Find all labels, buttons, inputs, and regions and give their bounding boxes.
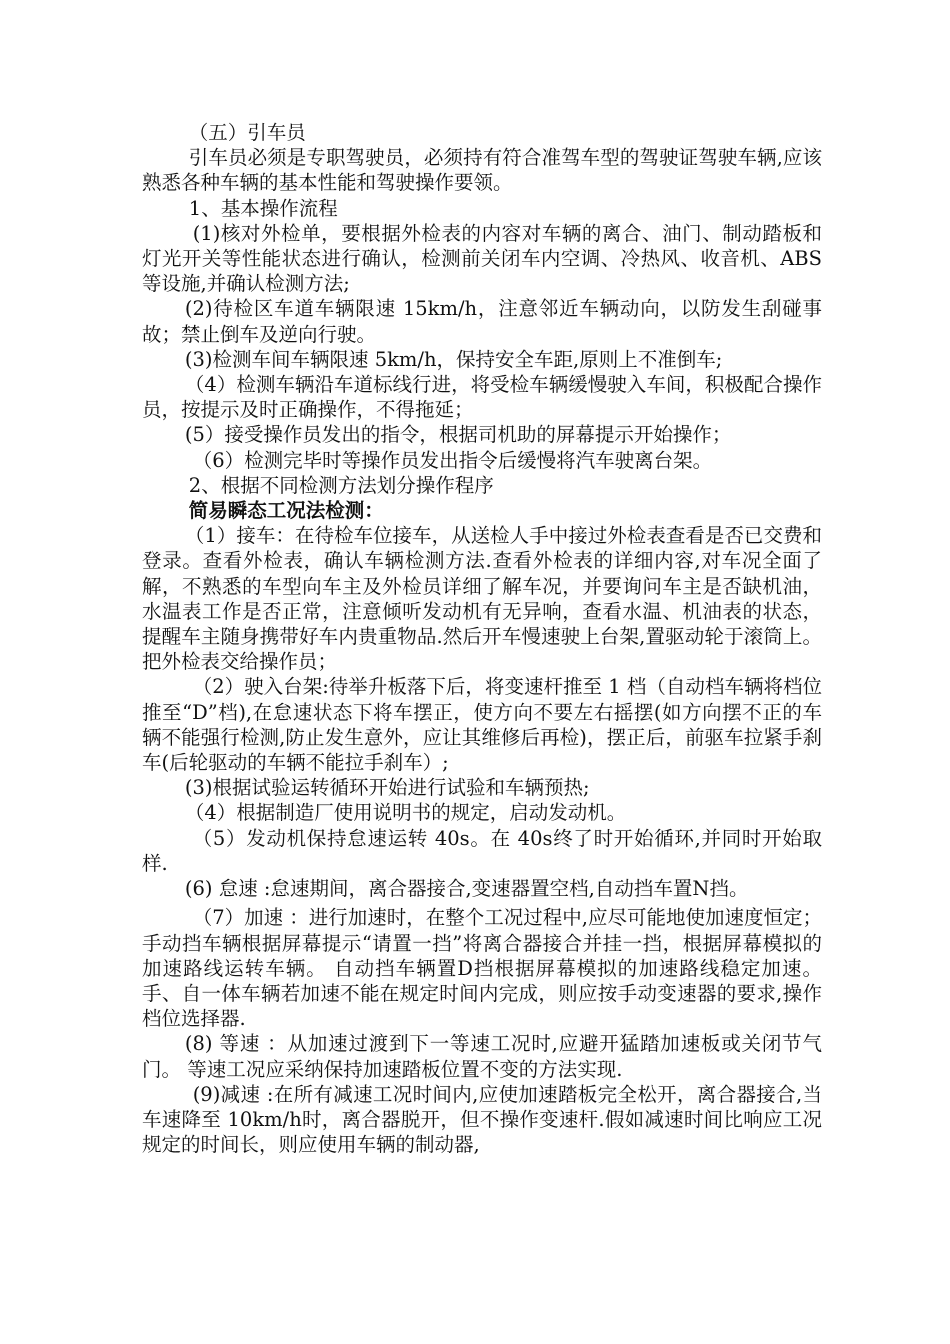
list-item: (2)待检区车道车辆限速 15km/h，注意邻近车辆动向，以防发生刮碰事故；禁止倒车及逆向行驶。 (142, 297, 822, 346)
list-item: (1)核对外检单，要根据外检表的内容对车辆的离合、油门、制动踏板和灯光开关等性能状态进行确认，检测前关闭车内空调、冷热风、收音机、ABS等设施,并确认检测方法; (142, 221, 822, 296)
list-item: (6) 怠速 :怠速期间，离合器接合,变速器置空档,自动挡车置N挡。 (184, 877, 749, 901)
method-title: 简易瞬态工况法检测： (188, 499, 384, 523)
list-item: (3)根据试验运转循环开始进行试验和车辆预热; (184, 776, 590, 800)
list-item: （2）驶入台架:待举升板落下后，将变速杆推至 1 档（自动档车辆将档位推至“D”档),在怠速状态下将车摆正，使方向不要左右摇摆(如方向摆不正的车辆不能强行检测,防止发生意外，应让其维修后再检)，摆正后，前驱车拉紧手刹车(后轮驱动的车辆不能拉手刹车）; (142, 675, 822, 775)
list-item: （5）发动机保持怠速运转 40s。在 40s终了时开始循环,并同时开始取样. (142, 826, 822, 875)
section-heading: （五）引车员 (188, 121, 306, 144)
subsection-heading: 2、根据不同检测方法划分操作程序 (188, 473, 494, 497)
list-item: （1）接车：在待检车位接车，从送检人手中接过外检表查看是否已交费和登录。查看外检表，确认车辆检测方法.查看外检表的详细内容,对车况全面了解，不熟悉的车型向车主及外检员详细了解车况，并要询问车主是否缺机油，水温表工作是否正常，注意倾听发动机有无异响，查看水温、机油表的状态，提醒车主随身携带好车内贵重物品.然后开车慢速驶上台架,置驱动轮于滚筒上。把外检表交给操作员； (142, 524, 822, 674)
document-body (142, 120, 822, 1157)
list-item: （7）加速 ：进行加速时，在整个工况过程中,应尽可能地使加速度恒定；手动挡车辆根据屏幕提示“请置一挡”将离合器接合并挂一挡，根据屏幕模拟的加速路线运转车辆。 自动挡车辆置D挡根据屏幕模拟的加速路线稳定加速。手、自一体车辆若加速不能在规定时间内完成，则应按手动变速器的要求,操作档位选择器. (142, 906, 822, 1031)
list-item: （4）根据制造厂使用说明书的规定，启动发动机。 (184, 801, 627, 825)
list-item: (9)减速 :在所有减速工况时间内,应使加速踏板完全松开，离合器接合,当车速降至 10km/h时，离合器脱开，但不操作变速杆.假如减速时间比响应工况规定的时间长，则应使用车辆的制动器, (142, 1082, 822, 1157)
list-item: （6）检测完毕时等操作员发出指令后缓慢将汽车驶离台架。 (192, 448, 713, 472)
intro-paragraph: 引车员必须是专职驾驶员，必须持有符合准驾车型的驾驶证驾驶车辆,应该熟悉各种车辆的基本性能和驾驶操作要领。 (142, 146, 822, 195)
subsection-heading: 1、基本操作流程 (188, 196, 338, 220)
list-item: （4）检测车辆沿车道标线行进，将受检车辆缓慢驶入车间，积极配合操作员，按提示及时正确操作，不得拖延； (142, 373, 822, 422)
list-item: (3)检测车间车辆限速 5km/h，保持安全车距,原则上不准倒车; (184, 347, 723, 371)
list-item: (8) 等速 ：从加速过渡到下一等速工况时,应避开猛踏加速板或关闭节气门。 等速工况应采纳保持加速踏板位置不变的方法实现. (142, 1032, 822, 1081)
list-item: (5）接受操作员发出的指令，根据司机助的屏幕提示开始操作； (184, 423, 732, 447)
